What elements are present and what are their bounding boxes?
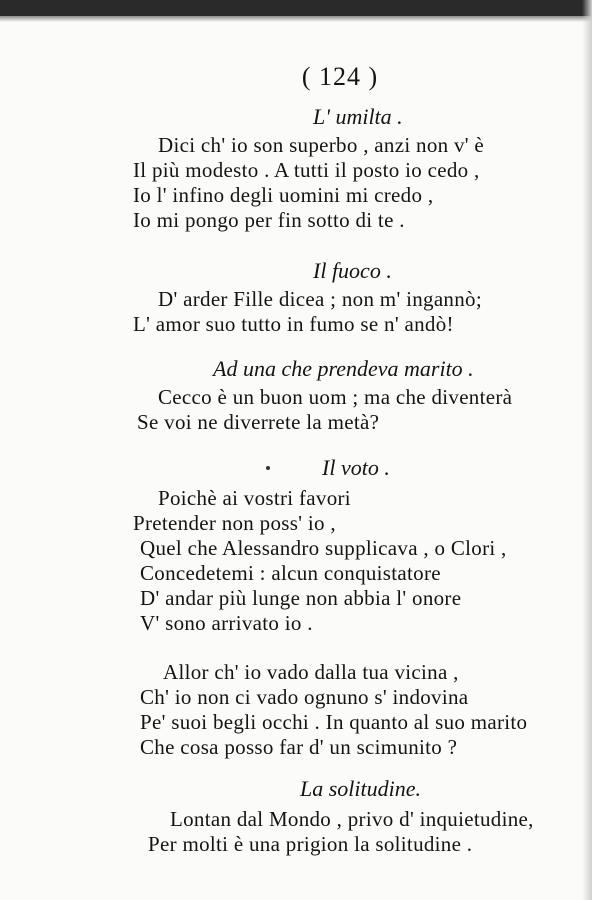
section-title: Il voto .	[322, 455, 390, 480]
verse-line: D' arder Fille dicea ; non m' ingannò;	[158, 287, 482, 311]
section-title: Il fuoco .	[313, 258, 392, 283]
verse-line: Dici ch' io son superbo , anzi non v' è	[158, 133, 485, 157]
verse-line: Pe' suoi begli occhi . In quanto al suo marito	[140, 710, 528, 734]
verse-line: Ch' io non ci vado ognuno s' indovina	[140, 685, 469, 709]
verse-line: Concedetemi : alcun conquistatore	[140, 561, 441, 585]
verse-line: Il più modesto . A tutti il posto io cedo ,	[133, 158, 480, 182]
page-top-edge	[0, 0, 592, 16]
page-right-edge	[582, 0, 592, 900]
verse-line: Quel che Alessandro supplicava , o Clori ,	[140, 536, 507, 560]
verse-line: Poichè ai vostri favori	[158, 486, 351, 510]
verse-line: Io l' infino degli uomini mi credo ,	[133, 183, 434, 207]
verse-line: V' sono arrivato io .	[140, 611, 313, 635]
section-title: L' umilta .	[313, 104, 403, 129]
ink-speck	[266, 466, 270, 470]
verse-line: Io mi pongo per fin sotto di te .	[133, 208, 405, 232]
verse-line: Che cosa posso far d' un scimunito ?	[140, 735, 458, 759]
verse-line: Pretender non poss' io ,	[133, 511, 336, 535]
section-title: La solitudine.	[300, 776, 422, 801]
verse-line: Se voi ne diverrete la metà?	[137, 410, 380, 434]
page-number: ( 124 )	[301, 62, 379, 91]
verse-line: Cecco è un buon uom ; ma che diventerà	[158, 385, 513, 409]
page-top-shadow	[0, 16, 592, 22]
verse-line: L' amor suo tutto in fumo se n' andò!	[133, 312, 454, 336]
verse-line: Lontan dal Mondo , privo d' inquietudine,	[170, 807, 534, 831]
verse-line: Per molti è una prigion la solitudine .	[148, 832, 473, 856]
verse-line: Allor ch' io vado dalla tua vicina ,	[163, 660, 459, 684]
verse-line: D' andar più lunge non abbia l' onore	[140, 586, 462, 610]
section-title: Ad una che prendeva marito .	[213, 356, 474, 381]
